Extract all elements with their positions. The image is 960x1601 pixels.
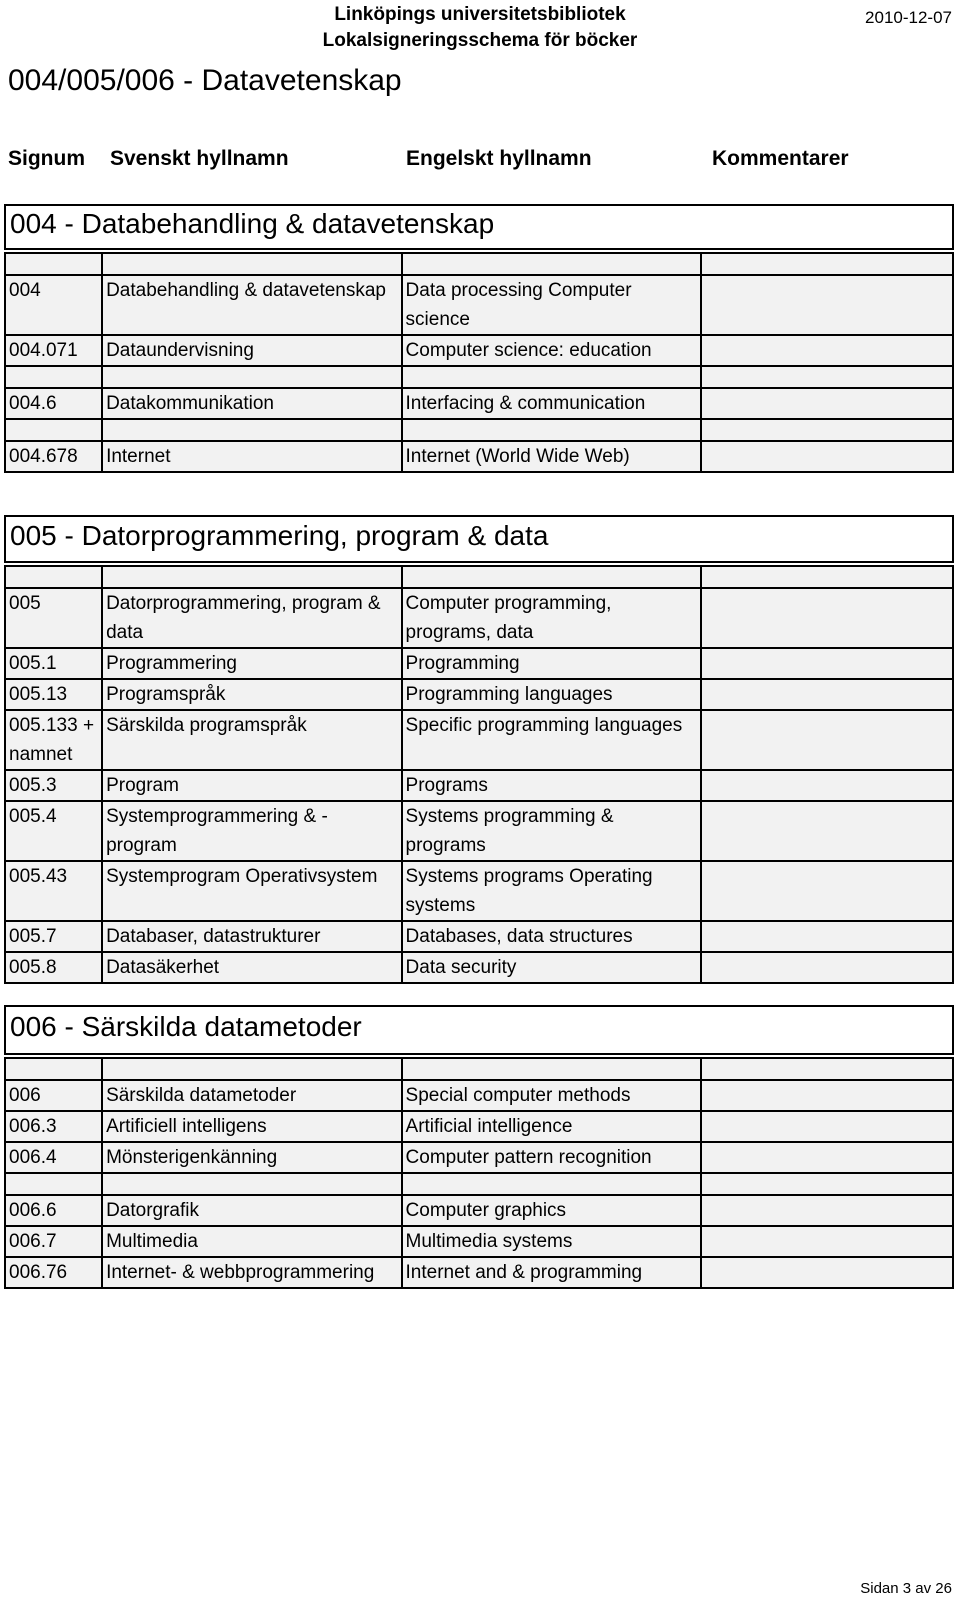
comment-cell <box>701 648 953 679</box>
swedish-name-cell: Datasäkerhet <box>102 952 401 983</box>
english-name-cell: Computer graphics <box>402 1195 701 1226</box>
comment-cell <box>701 1226 953 1257</box>
swedish-name-cell: Internet <box>102 441 401 472</box>
table-row <box>5 1195 953 1226</box>
english-name-cell: Specific programming languages <box>402 710 701 770</box>
signum-cell: 004.071 <box>5 335 102 366</box>
english-name-cell: Programs <box>402 770 701 801</box>
table-row <box>5 921 953 952</box>
comment-cell <box>701 388 953 419</box>
comment-cell <box>701 679 953 710</box>
schema-title: Lokalsigneringsschema för böcker <box>322 30 638 51</box>
english-name-cell: Special computer methods <box>402 1080 701 1111</box>
table-row <box>5 275 953 335</box>
table-row <box>5 1226 953 1257</box>
signum-cell: 005.3 <box>5 770 102 801</box>
signum-cell: 005.1 <box>5 648 102 679</box>
table-row <box>5 588 953 648</box>
swedish-name-cell: Särskilda programspråk <box>102 710 401 770</box>
signum-cell: 006.7 <box>5 1226 102 1257</box>
comment-cell <box>701 710 953 770</box>
table-row <box>5 1080 953 1111</box>
english-name-cell: Programming <box>402 648 701 679</box>
signum-cell: 005.7 <box>5 921 102 952</box>
signum-cell: 004 <box>5 275 102 335</box>
comment-cell <box>701 588 953 648</box>
english-name-cell: Systems programs Operating systems <box>402 861 701 921</box>
page-number: Sidan 3 av 26 <box>860 1580 952 1597</box>
english-name-cell: Databases, data structures <box>402 921 701 952</box>
comment-cell <box>701 441 953 472</box>
english-name-cell: Computer pattern recognition <box>402 1142 701 1173</box>
english-name-cell: Computer science: education <box>402 335 701 366</box>
section-table-005 <box>4 565 954 984</box>
swedish-name-cell: Databaser, datastrukturer <box>102 921 401 952</box>
signum-cell: 006 <box>5 1080 102 1111</box>
swedish-name-cell: Systemprogram Operativsystem <box>102 861 401 921</box>
comment-cell <box>701 1142 953 1173</box>
comment-cell <box>701 1195 953 1226</box>
section-title: 004 - Databehandling & datavetenskap <box>10 208 495 239</box>
section-title: 006 - Särskilda datametoder <box>10 1011 362 1042</box>
swedish-name-cell: Datorgrafik <box>102 1195 401 1226</box>
signum-cell: 006.3 <box>5 1111 102 1142</box>
signum-cell: 005.8 <box>5 952 102 983</box>
table-row <box>5 1142 953 1173</box>
comment-cell <box>701 861 953 921</box>
comment-cell <box>701 1080 953 1111</box>
swedish-name-cell: Systemprogrammering & - program <box>102 801 401 861</box>
table-row <box>5 770 953 801</box>
section-header-006 <box>4 1005 954 1055</box>
column-header-signum: Signum <box>8 147 85 170</box>
column-header-english-name: Engelskt hyllnamn <box>406 147 592 170</box>
table-row <box>5 441 953 472</box>
section-header-004 <box>4 204 954 250</box>
swedish-name-cell: Mönsterigenkänning <box>102 1142 401 1173</box>
swedish-name-cell: Datorprogrammering, program & data <box>102 588 401 648</box>
swedish-name-cell: Artificiell intelligens <box>102 1111 401 1142</box>
signum-cell: 005.133 + namnet <box>5 710 102 770</box>
table-row <box>5 335 953 366</box>
swedish-name-cell: Program <box>102 770 401 801</box>
signum-cell: 004.6 <box>5 388 102 419</box>
signum-cell: 005.43 <box>5 861 102 921</box>
english-name-cell: Data security <box>402 952 701 983</box>
column-header-swedish-name: Svenskt hyllnamn <box>110 147 289 170</box>
comment-cell <box>701 335 953 366</box>
english-name-cell: Data processing Computer science <box>402 275 701 335</box>
comment-cell <box>701 770 953 801</box>
table-row <box>5 1257 953 1288</box>
table-row <box>5 679 953 710</box>
comment-cell <box>701 1111 953 1142</box>
section-table-004 <box>4 252 954 473</box>
english-name-cell: Computer programming, programs, data <box>402 588 701 648</box>
column-header-comments: Kommentarer <box>712 147 849 170</box>
signum-cell: 005 <box>5 588 102 648</box>
comment-cell <box>701 952 953 983</box>
section-header-005 <box>4 515 954 563</box>
comment-cell <box>701 921 953 952</box>
section-title: 005 - Datorprogrammering, program & data <box>10 520 549 551</box>
english-name-cell: Multimedia systems <box>402 1226 701 1257</box>
swedish-name-cell: Multimedia <box>102 1226 401 1257</box>
library-name: Linköpings universitetsbibliotek <box>334 4 626 25</box>
english-name-cell: Internet and & programming <box>402 1257 701 1288</box>
table-row <box>5 801 953 861</box>
swedish-name-cell: Programmering <box>102 648 401 679</box>
table-row <box>5 952 953 983</box>
english-name-cell: Systems programming & programs <box>402 801 701 861</box>
document-date: 2010-12-07 <box>865 8 952 27</box>
comment-cell <box>701 801 953 861</box>
swedish-name-cell: Dataundervisning <box>102 335 401 366</box>
swedish-name-cell: Programspråk <box>102 679 401 710</box>
english-name-cell: Interfacing & communication <box>402 388 701 419</box>
signum-cell: 006.4 <box>5 1142 102 1173</box>
table-row <box>5 648 953 679</box>
english-name-cell: Programming languages <box>402 679 701 710</box>
signum-cell: 005.13 <box>5 679 102 710</box>
comment-cell <box>701 275 953 335</box>
comment-cell <box>701 1257 953 1288</box>
swedish-name-cell: Datakommunikation <box>102 388 401 419</box>
table-row <box>5 388 953 419</box>
signum-cell: 005.4 <box>5 801 102 861</box>
table-row <box>5 1111 953 1142</box>
signum-cell: 006.76 <box>5 1257 102 1288</box>
english-name-cell: Artificial intelligence <box>402 1111 701 1142</box>
swedish-name-cell: Internet- & webbprogrammering <box>102 1257 401 1288</box>
table-row <box>5 861 953 921</box>
signum-cell: 004.678 <box>5 441 102 472</box>
page-title: 004/005/006 - Datavetenskap <box>8 64 402 97</box>
signum-cell: 006.6 <box>5 1195 102 1226</box>
swedish-name-cell: Databehandling & datavetenskap <box>102 275 401 335</box>
swedish-name-cell: Särskilda datametoder <box>102 1080 401 1111</box>
english-name-cell: Internet (World Wide Web) <box>402 441 701 472</box>
table-row <box>5 710 953 770</box>
section-table-006 <box>4 1057 954 1289</box>
